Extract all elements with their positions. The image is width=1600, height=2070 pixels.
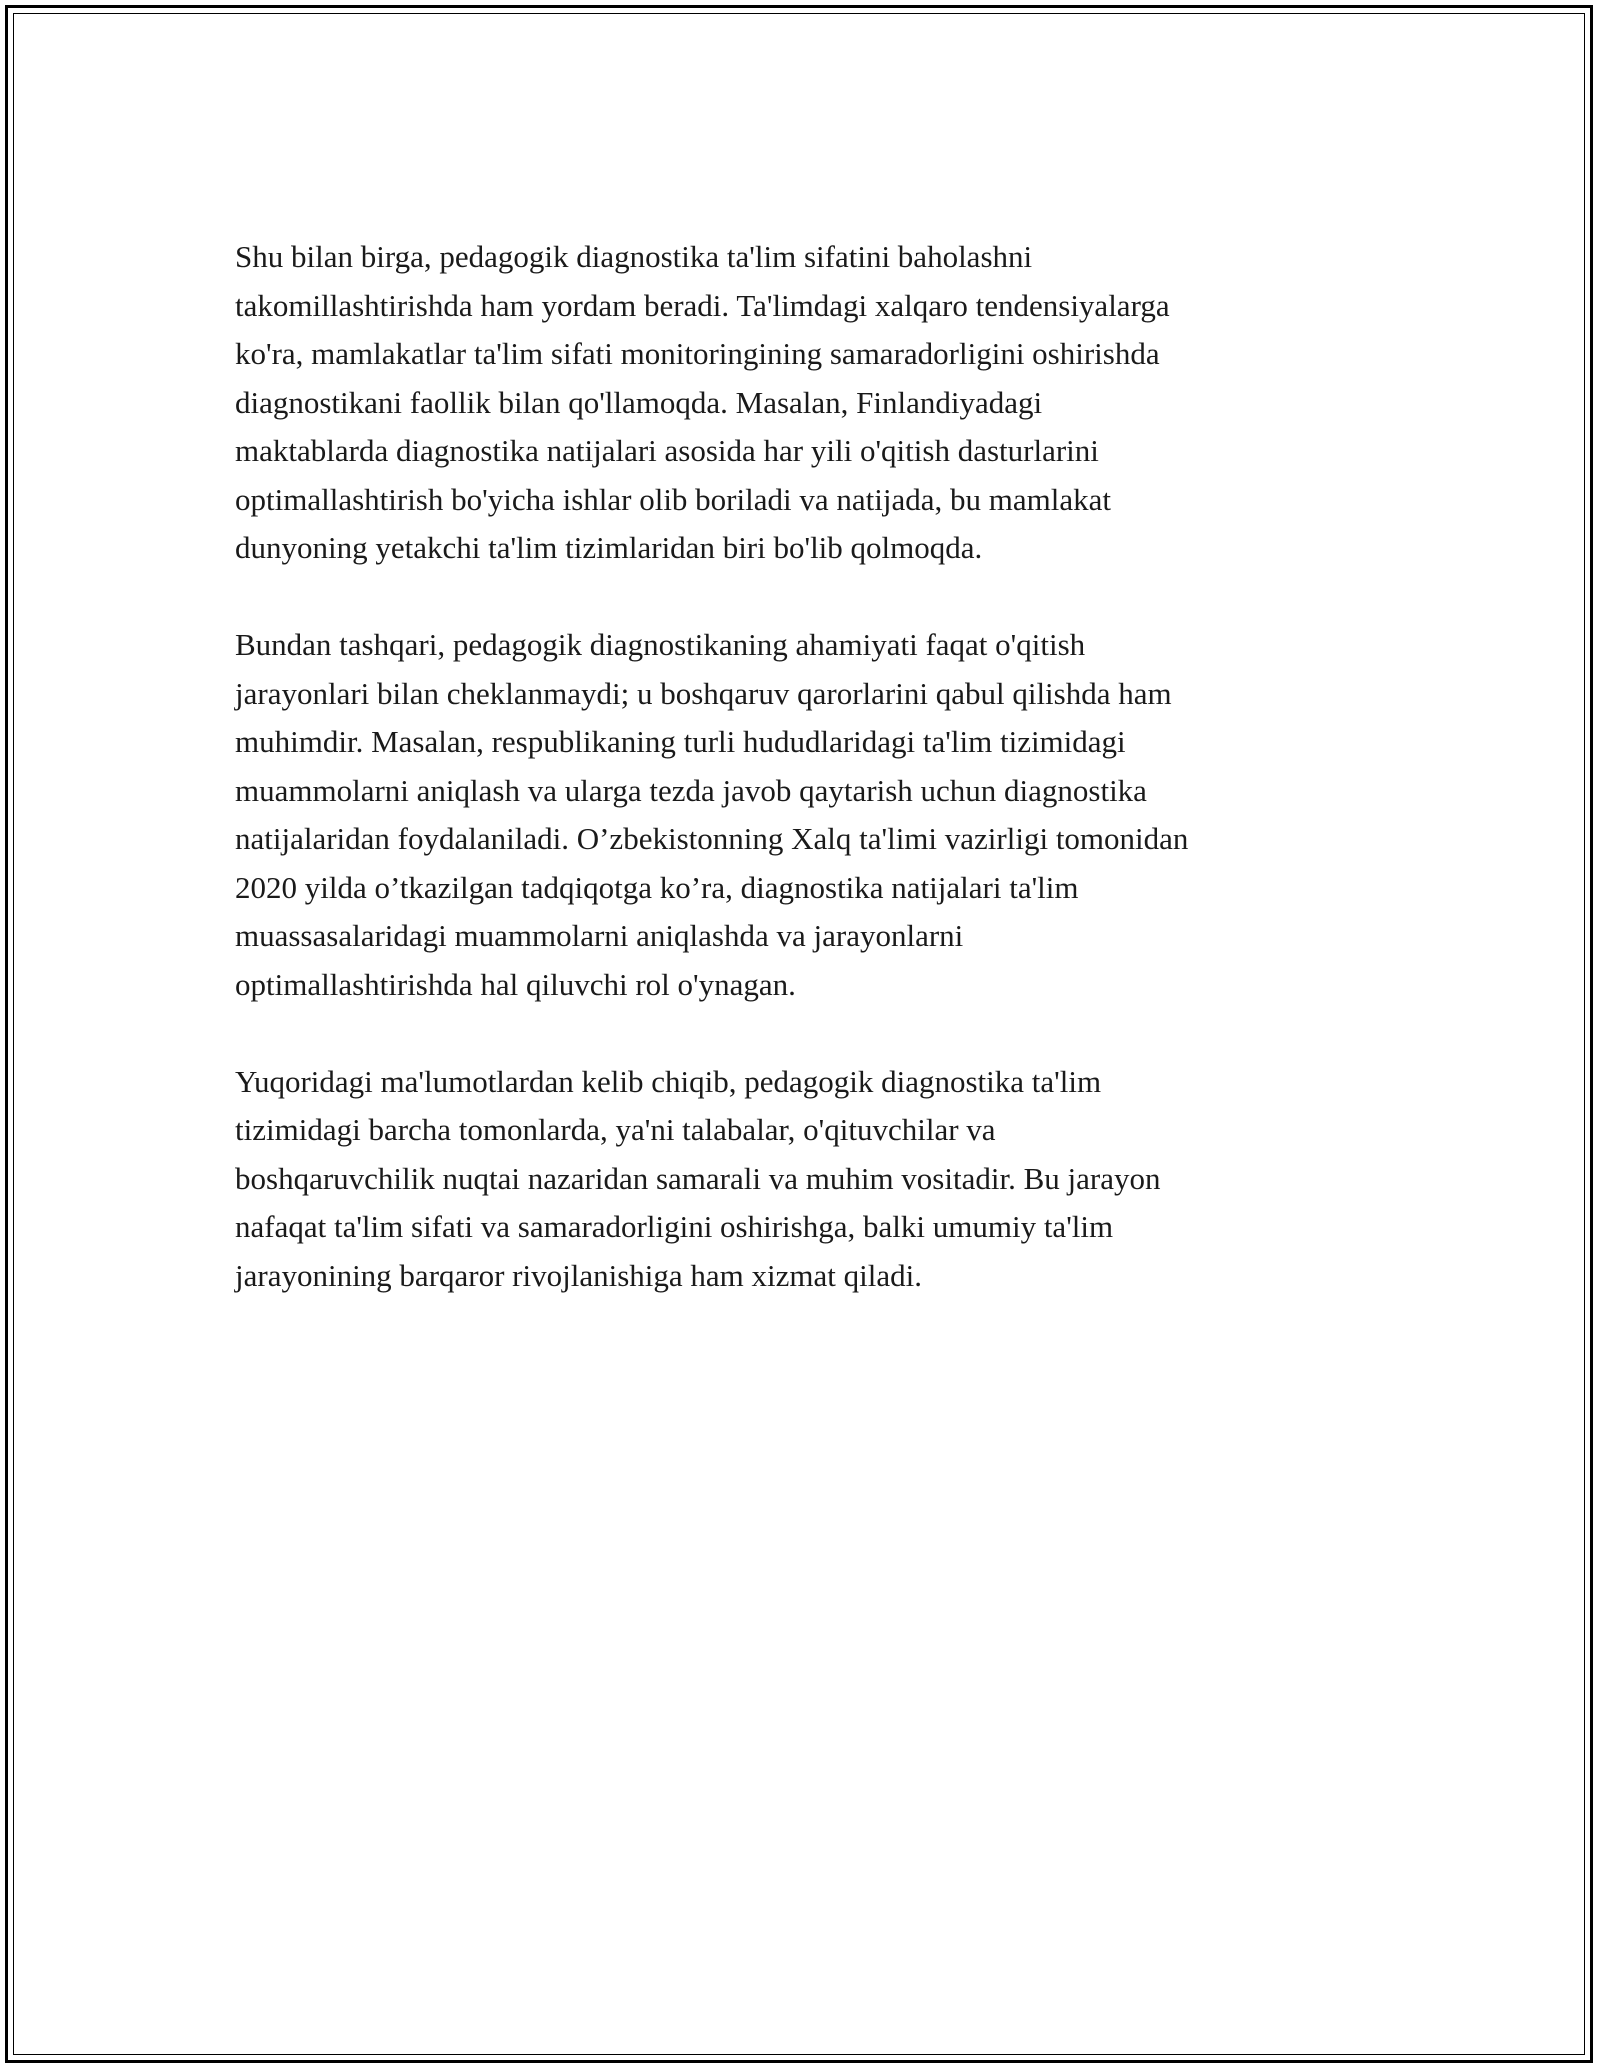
document-body bbox=[235, 233, 1395, 1349]
text-line: Bundan tashqari, pedagogik diagnostikaning ahamiyati faqat o'qitish bbox=[235, 627, 1086, 662]
text-line: dunyoning yetakchi ta'lim tizimlaridan biri bo'lib qolmoqda. bbox=[235, 530, 983, 565]
text-line: jarayonlari bilan cheklanmaydi; u boshqaruv qarorlarini qabul qilishda ham bbox=[235, 675, 1172, 711]
paragraph-3 bbox=[235, 1058, 1395, 1301]
text-line: maktablarda diagnostika natijalari asosida har yili o'qitish dasturlarini bbox=[235, 433, 1099, 468]
text-line: natijalaridan foydalaniladi. O’zbekistonning Xalq ta'limi vazirligi tomonidan bbox=[235, 821, 1189, 856]
text-line: jarayonining barqaror rivojlanishiga ham xizmat qiladi. bbox=[235, 1257, 922, 1293]
text-line: 2020 yilda o’tkazilgan tadqiqotga ko’ra, diagnostika natijalari ta'lim bbox=[235, 869, 1079, 905]
text-line: boshqaruvchilik nuqtai nazaridan samarali va muhim vositadir. Bu jarayon bbox=[235, 1160, 1161, 1196]
text-line: muassasalaridagi muammolarni aniqlashda va jarayonlarni bbox=[235, 918, 964, 953]
text-line: optimallashtirish bo'yicha ishlar olib boriladi va natijada, bu mamlakat bbox=[235, 481, 1111, 517]
paragraph-2 bbox=[235, 621, 1395, 1009]
text-line: muhimdir. Masalan, respublikaning turli hududlaridagi ta'lim tizimidagi bbox=[235, 724, 1126, 759]
text-line: Yuqoridagi ma'lumotlardan kelib chiqib, pedagogik diagnostika ta'lim bbox=[235, 1063, 1102, 1099]
text-line: optimallashtirishda hal qiluvchi rol o'ynagan. bbox=[235, 966, 796, 1002]
text-line: ko'ra, mamlakatlar ta'lim sifati monitoringining samaradorligini oshirishda bbox=[235, 336, 1160, 371]
text-line: takomillashtirishda ham yordam beradi. Ta'limdagi xalqaro tendensiyalarga bbox=[235, 287, 1170, 323]
paragraph-1 bbox=[235, 233, 1395, 573]
text-line: Shu bilan birga, pedagogik diagnostika ta'lim sifatini baholashni bbox=[235, 239, 1033, 274]
text-line: muammolarni aniqlash va ularga tezda javob qaytarish uchun diagnostika bbox=[235, 772, 1147, 808]
text-line: nafaqat ta'lim sifati va samaradorligini oshirishga, balki umumiy ta'lim bbox=[235, 1209, 1114, 1244]
text-line: tizimidagi barcha tomonlarda, ya'ni talabalar, o'qituvchilar va bbox=[235, 1112, 996, 1147]
text-line: diagnostikani faollik bilan qo'llamoqda. Masalan, Finlandiyadagi bbox=[235, 384, 1043, 420]
